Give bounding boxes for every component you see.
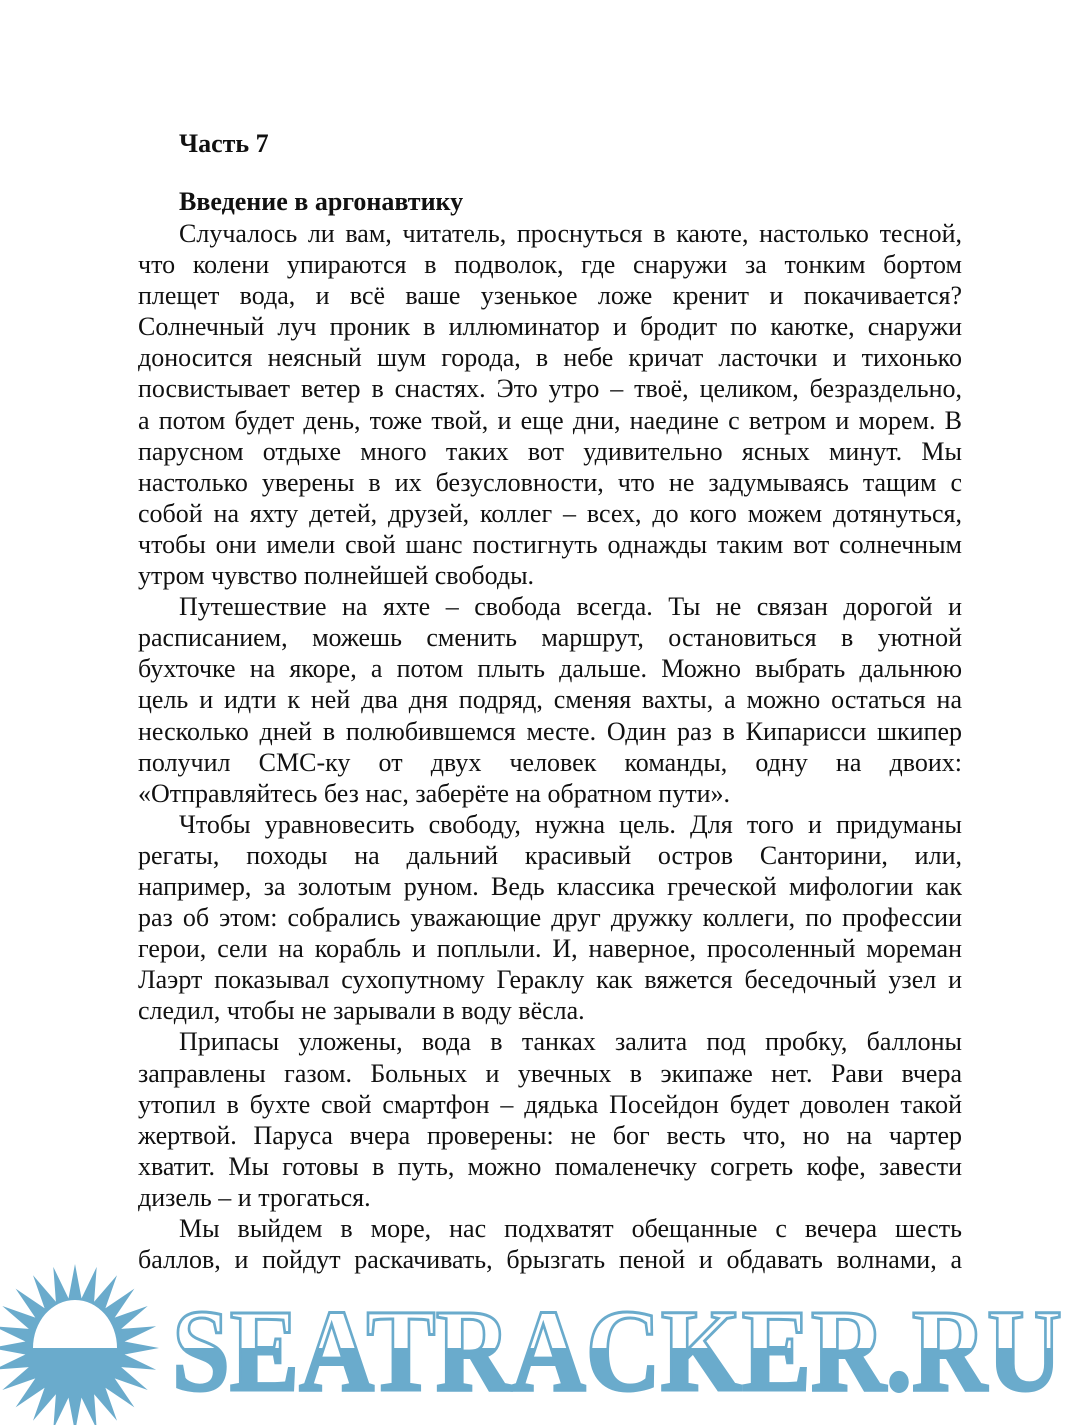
- text-line: утопил в бухте свой смартфон – дядька Посейдон будет доволен такой: [138, 1089, 962, 1119]
- text-line: бухточке на якоре, а потом плыть дальше. Можно выбрать дальнюю: [138, 654, 962, 684]
- text-line: Путешествие на яхте – свобода всегда. Ты не связан дорогой и: [179, 592, 962, 622]
- text-line: раз об этом: собрались уважающие друг дружку коллеги, по профессии: [138, 903, 962, 933]
- watermark-text: SEATRACKER.RU: [172, 1285, 1062, 1416]
- text-line: несколько дней в полюбившемся месте. Один раз в Кипарисси шкипер: [138, 716, 962, 746]
- text-line: дизель – и трогаться.: [138, 1182, 371, 1212]
- text-line: утром чувство полнейшей свободы.: [138, 561, 535, 591]
- text-line: что колени упираются в подволок, где снаружи за тонким бортом: [138, 250, 962, 280]
- text-line: Случалось ли вам, читатель, проснуться в каюте, настолько тесной,: [179, 219, 962, 248]
- text-line: Припасы уложены, вода в танках залита под пробку, баллоны: [179, 1027, 962, 1057]
- text-line: собой на яхту детей, друзей, коллег – всех, до кого можем дотянуться,: [138, 498, 962, 528]
- sun-icon: [0, 1264, 159, 1425]
- text-line: заправлены газом. Больных и увечных в экипаже нет. Рави вчера: [138, 1058, 962, 1088]
- text-line: хватит. Мы готовы в путь, можно помаленечку согреть кофе, завести: [138, 1151, 962, 1181]
- seatracker-watermark-logo: [0, 1262, 1080, 1425]
- text-line: регаты, походы на дальний красивый остров Санторини, или,: [138, 840, 962, 870]
- text-line: цель и идти к ней два дня подряд, сменяя вахты, а можно остаться на: [138, 685, 962, 715]
- body-text: [138, 218, 962, 1275]
- text-line: жертвой. Паруса вчера проверены: не бог весть что, но на чартер: [138, 1120, 962, 1150]
- text-line: следил, чтобы не зарывали в воду вёсла.: [138, 996, 585, 1026]
- text-line: Мы выйдем в море, нас подхватят обещанные с вечера шесть: [179, 1214, 962, 1243]
- text-line: настолько уверены в их безусловности, что не задумываясь тащим с: [138, 467, 962, 497]
- text-line: доносится неясный шум города, в небе кричат ласточки и тихонько: [138, 343, 962, 373]
- text-line: «Отправляйтесь без нас, заберёте на обратном пути».: [138, 778, 730, 808]
- text-line: Лаэрт показывал сухопутному Гераклу как вяжется беседочный узел и: [138, 965, 962, 995]
- section-title: Введение в аргонавтику: [179, 187, 464, 216]
- text-line: например, за золотым руном. Ведь классика греческой мифологии как: [138, 871, 962, 901]
- text-line: Чтобы уравновесить свободу, нужна цель. Для того и придуманы: [179, 809, 962, 839]
- text-line: Солнечный луч проник в иллюминатор и бродит по каютке, снаружи: [138, 312, 962, 342]
- text-line: посвистывает ветер в снастях. Это утро – твоё, целиком, безраздельно,: [138, 374, 962, 404]
- text-line: плещет вода, и всё ваше узенькое ложе кренит и покачивается?: [138, 281, 962, 311]
- chapter-heading: Часть 7: [179, 129, 269, 158]
- text-line: получил СМС-ку от двух человек команды, одну на двоих:: [138, 747, 962, 777]
- text-line: расписанием, можешь сменить маршрут, остановиться в уютной: [138, 623, 962, 653]
- text-line: баллов, и пойдут раскачивать, брызгать пеной и обдавать волнами, а: [138, 1245, 962, 1275]
- text-line: герои, сели на корабль и поплыли. И, наверное, просоленный мореман: [138, 934, 962, 964]
- text-line: парусном отдыхе много таких вот удивительно ясных минут. Мы: [138, 436, 962, 466]
- text-line: а потом будет день, тоже твой, и еще дни, наедине с ветром и морем. В: [138, 405, 962, 435]
- text-line: чтобы они имели свой шанс постигнуть однажды таким вот солнечным: [138, 529, 962, 559]
